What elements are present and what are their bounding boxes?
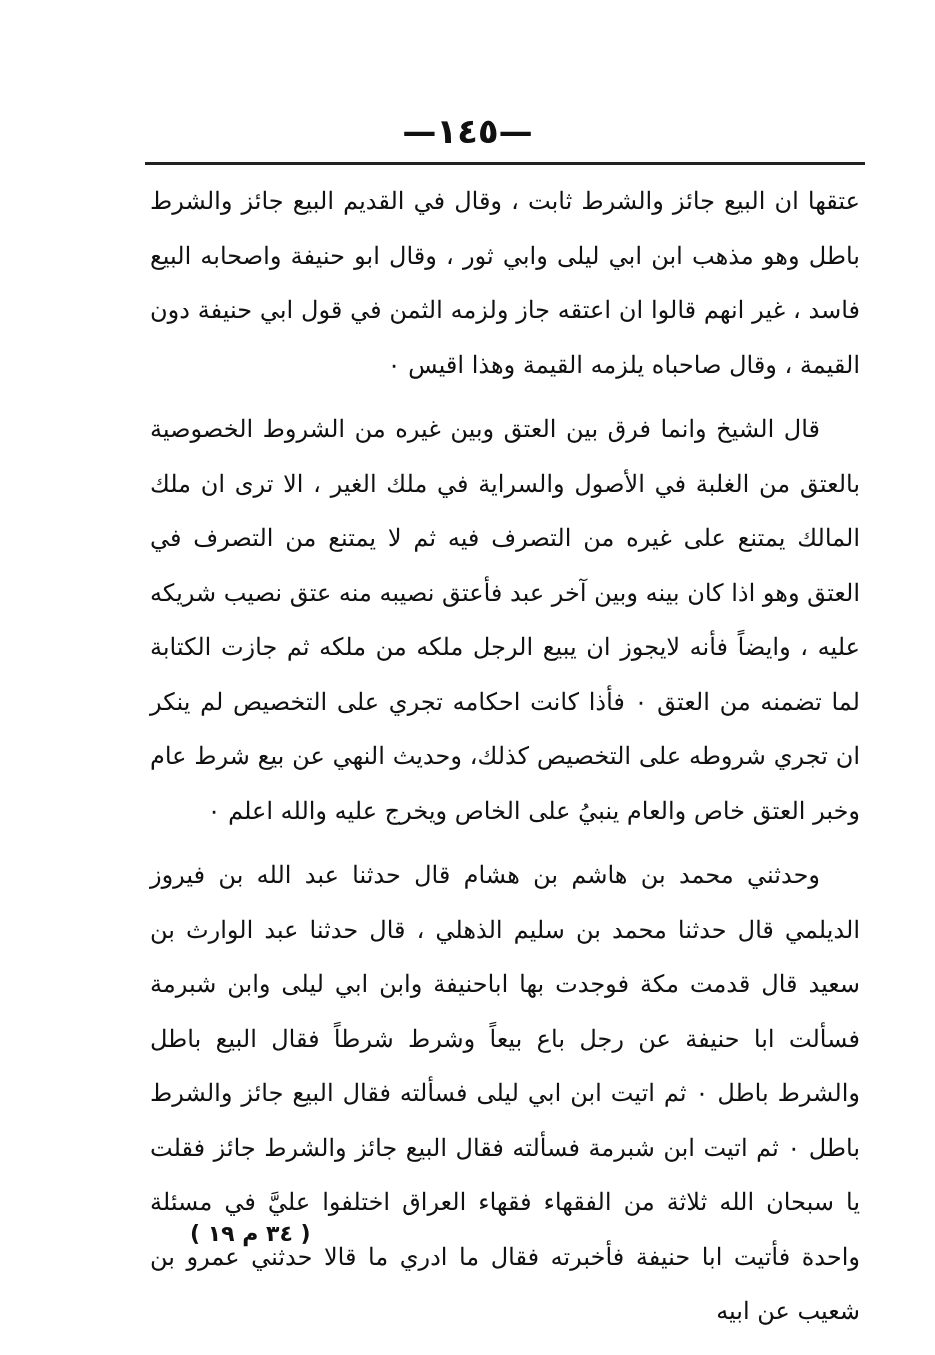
body-text	[150, 174, 860, 1349]
paragraph-2: قال الشيخ وانما فرق بين العتق وبين غيره من الشروط الخصوصية بالعتق من الغلبة في الأصول والسراية في ملك الغير ، الا ترى ان ملك المالك يمتنع على غيره من التصرف فيه ثم لا يمتنع من التصرف في العتق وهو اذا كان بينه وبين آخر عبد فأعتق نصيبه منه عتق نصيب شريكه عليه ، وايضاً فأنه لايجوز ان يبيع الرجل ملكه من ملكه ثم جازت الكتابة لما تضمنه من العتق ٠ فأذا كانت احكامه تجري على التخصيص لم ينكر ان تجري شروطه على التخصيص كذلك، وحديث النهي عن بيع شرط عام وخبر العتق خاص والعام ينبيُ على الخاص ويخرج عليه والله اعلم ٠	[150, 415, 860, 825]
page-number: —١٤٥—	[402, 112, 533, 152]
printer-signature: ( ٣٤ م ١٩ )	[190, 1222, 311, 1247]
paragraph-3: وحدثني محمد بن هاشم بن هشام قال حدثنا عبد الله بن فيروز الديلمي قال حدثنا محمد بن سليم الذهلي ، قال حدثنا عبد الوارث بن سعيد قال قدمت مكة فوجدت بها اباحنيفة وابن ابي ليلى وابن شبرمة فسألت ابا حنيفة عن رجل باع بيعاً وشرط شرطاً فقال البيع باطل والشرط باطل ٠ ثم اتيت ابن ابي ليلى فسألته فقال البيع جائز والشرط باطل ٠ ثم اتيت ابن شبرمة فسألته فقال البيع جائز والشرط جائز فقلت يا سبحان الله ثلاثة من الفقهاء فقهاء العراق اختلفوا عليَّ في مسئلة واحدة فأتيت ابا حنيفة فأخبرته فقال ما ادري ما قالا حدثني عمرو بن شعيب عن ابيه	[150, 861, 861, 1325]
paragraph-1: عتقها ان البيع جائز والشرط ثابت ، وقال في القديم البيع جائز والشرط باطل وهو مذهب ابن ابي ليلى وابي ثور ، وقال ابو حنيفة واصحابه البيع فاسد ، غير انهم قالوا ان اعتقه جاز ولزمه الثمن في قول ابي حنيفة دون القيمة ، وقال صاحباه يلزمه القيمة وهذا اقيس ٠	[150, 187, 860, 379]
header-rule	[145, 162, 865, 165]
